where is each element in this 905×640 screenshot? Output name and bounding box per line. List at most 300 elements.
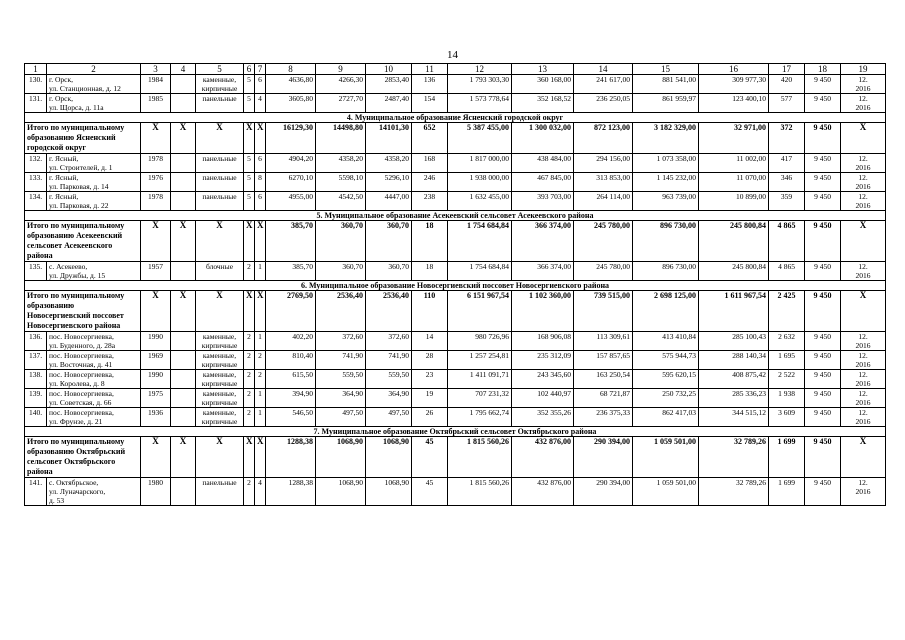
subtotal-cell: 45	[412, 437, 448, 478]
subtotal-cell: 1 300 032,00	[512, 123, 574, 154]
data-cell: 235 312,09	[512, 351, 574, 370]
subtotal-cell: 1 059 501,00	[633, 437, 699, 478]
address-cell: г. Ясный, ул. Парковая, д. 14	[47, 173, 141, 192]
data-cell: 417	[769, 154, 805, 173]
data-cell: 861 959,97	[633, 94, 699, 113]
data-cell: 250 732,25	[633, 389, 699, 408]
data-cell: 9 450	[805, 408, 841, 427]
data-cell: 346	[769, 173, 805, 192]
address-cell: г. Орск, ул. Станционная, д. 12	[47, 75, 141, 94]
subtotal-cell: 385,70	[266, 221, 316, 262]
house-row	[25, 262, 886, 281]
data-cell: 364,90	[316, 389, 366, 408]
data-cell: 497,50	[366, 408, 412, 427]
subtotal-cell: 1 754 684,84	[448, 221, 512, 262]
data-cell: 12. 2016	[841, 389, 886, 408]
data-cell: 131.	[25, 94, 47, 113]
data-cell: 12. 2016	[841, 351, 886, 370]
house-row	[25, 75, 886, 94]
data-cell: 810,40	[266, 351, 316, 370]
subtotal-cell: 9 450	[805, 437, 841, 478]
data-cell: каменные, кирпичные	[196, 389, 244, 408]
subtotal-cell: 4 865	[769, 221, 805, 262]
house-row	[25, 154, 886, 173]
data-cell: 134.	[25, 192, 47, 211]
subtotal-cell: X	[171, 437, 196, 478]
subtotal-cell: 872 123,00	[574, 123, 633, 154]
data-cell: 168 906,08	[512, 332, 574, 351]
data-cell: 4955,00	[266, 192, 316, 211]
data-cell: 1 059 501,00	[633, 478, 699, 506]
data-cell: 2	[244, 351, 255, 370]
data-cell: 5	[244, 173, 255, 192]
subtotal-cell: X	[244, 123, 255, 154]
data-cell: 243 345,60	[512, 370, 574, 389]
housing-register-table	[24, 63, 886, 506]
subtotal-row	[25, 437, 886, 478]
data-cell: 1	[255, 389, 266, 408]
address-cell: пос. Новосергиевка, ул. Фрунзе, д. 21	[47, 408, 141, 427]
data-cell: 12. 2016	[841, 408, 886, 427]
data-cell: 1288,38	[266, 478, 316, 506]
data-cell: 6	[255, 75, 266, 94]
data-cell: 3 609	[769, 408, 805, 427]
data-cell: 707 231,32	[448, 389, 512, 408]
data-cell: 26	[412, 408, 448, 427]
data-cell: 2	[244, 478, 255, 506]
data-cell: 9 450	[805, 332, 841, 351]
data-cell: каменные, кирпичные	[196, 351, 244, 370]
data-cell: 12. 2016	[841, 154, 886, 173]
data-cell: 5	[244, 192, 255, 211]
data-cell: 372,60	[316, 332, 366, 351]
data-cell	[171, 351, 196, 370]
data-cell	[171, 173, 196, 192]
data-cell: 139.	[25, 389, 47, 408]
data-cell: 11 002,00	[699, 154, 769, 173]
data-cell: 1990	[141, 370, 171, 389]
column-header-cell: 11	[412, 64, 448, 75]
data-cell: 1 411 091,71	[448, 370, 512, 389]
data-cell: 313 853,00	[574, 173, 633, 192]
data-cell: 4636,80	[266, 75, 316, 94]
data-cell: 68 721,87	[574, 389, 633, 408]
subtotal-cell: X	[255, 291, 266, 332]
data-cell: 1969	[141, 351, 171, 370]
column-number-header	[25, 64, 886, 75]
data-cell	[171, 478, 196, 506]
data-cell: 4 865	[769, 262, 805, 281]
data-cell: 12. 2016	[841, 192, 886, 211]
subtotal-label: Итого по муниципальному образованию Ясненский городской округ	[25, 123, 141, 154]
column-header-cell: 1	[25, 64, 47, 75]
subtotal-label: Итого по муниципальному образованию Асекеевский сельсовет Асекеевского района	[25, 221, 141, 262]
subtotal-cell: X	[171, 123, 196, 154]
subtotal-cell: X	[841, 221, 886, 262]
column-header-cell: 16	[699, 64, 769, 75]
column-header-cell: 2	[47, 64, 141, 75]
data-cell: 241 617,00	[574, 75, 633, 94]
subtotal-row	[25, 291, 886, 332]
data-cell: 6	[255, 192, 266, 211]
section-heading-row	[25, 211, 886, 221]
data-cell: 741,90	[366, 351, 412, 370]
data-cell: 157 857,65	[574, 351, 633, 370]
data-cell: 1 793 303,30	[448, 75, 512, 94]
subtotal-cell: 1 815 560,26	[448, 437, 512, 478]
subtotal-cell: X	[255, 123, 266, 154]
data-cell: 896 730,00	[633, 262, 699, 281]
subtotal-label: Итого по муниципальному образованию Октябрьский сельсовет Октябрьского района	[25, 437, 141, 478]
subtotal-cell: X	[196, 221, 244, 262]
subtotal-cell: 372	[769, 123, 805, 154]
address-cell: г. Орск, ул. Щорса, д. 11а	[47, 94, 141, 113]
data-cell	[171, 192, 196, 211]
data-cell: 1	[255, 332, 266, 351]
data-cell: 432 876,00	[512, 478, 574, 506]
address-cell: пос. Новосергиевка, ул. Буденного, д. 28а	[47, 332, 141, 351]
house-row	[25, 94, 886, 113]
column-header-cell: 14	[574, 64, 633, 75]
data-cell: 11 070,00	[699, 173, 769, 192]
data-cell: 23	[412, 370, 448, 389]
column-header-cell: 12	[448, 64, 512, 75]
data-cell: 408 875,42	[699, 370, 769, 389]
section-heading-row	[25, 113, 886, 123]
data-cell: 1957	[141, 262, 171, 281]
data-cell: 133.	[25, 173, 47, 192]
data-cell: 4266,30	[316, 75, 366, 94]
data-cell: 1990	[141, 332, 171, 351]
subtotal-cell: 896 730,00	[633, 221, 699, 262]
data-cell: 9 450	[805, 75, 841, 94]
column-header-cell: 15	[633, 64, 699, 75]
data-cell: 559,50	[366, 370, 412, 389]
subtotal-cell: 14498,80	[316, 123, 366, 154]
data-cell: 5598,10	[316, 173, 366, 192]
data-cell: 352 168,52	[512, 94, 574, 113]
column-header-cell: 13	[512, 64, 574, 75]
data-cell: 1980	[141, 478, 171, 506]
subtotal-cell: X	[841, 437, 886, 478]
data-cell: 137.	[25, 351, 47, 370]
data-cell: блочные	[196, 262, 244, 281]
subtotal-cell: X	[255, 221, 266, 262]
page-number: 14	[447, 49, 458, 61]
data-cell	[171, 332, 196, 351]
data-cell: 138.	[25, 370, 47, 389]
data-cell: 595 620,15	[633, 370, 699, 389]
subtotal-cell: X	[171, 291, 196, 332]
data-cell: 1985	[141, 94, 171, 113]
data-cell: 2	[255, 370, 266, 389]
data-cell: 141.	[25, 478, 47, 506]
data-cell: 2	[244, 332, 255, 351]
data-cell: 1 573 778,64	[448, 94, 512, 113]
data-cell: 9 450	[805, 192, 841, 211]
subtotal-cell: X	[841, 291, 886, 332]
data-cell: 245 780,00	[574, 262, 633, 281]
data-cell: 4904,20	[266, 154, 316, 173]
section-heading-row	[25, 281, 886, 291]
column-header-cell: 8	[266, 64, 316, 75]
data-cell: 360,70	[316, 262, 366, 281]
data-cell: 394,90	[266, 389, 316, 408]
data-cell: 2	[255, 351, 266, 370]
data-cell	[171, 389, 196, 408]
data-cell: каменные, кирпичные	[196, 75, 244, 94]
data-cell: 438 484,00	[512, 154, 574, 173]
data-cell: 163 250,54	[574, 370, 633, 389]
data-cell: 4	[255, 94, 266, 113]
data-cell: 352 355,26	[512, 408, 574, 427]
data-cell: 246	[412, 173, 448, 192]
subtotal-cell: X	[244, 291, 255, 332]
data-cell: 2	[244, 370, 255, 389]
data-cell: панельные	[196, 94, 244, 113]
house-row	[25, 332, 886, 351]
data-cell: каменные, кирпичные	[196, 408, 244, 427]
data-cell: 4358,20	[316, 154, 366, 173]
subtotal-row	[25, 221, 886, 262]
house-row	[25, 370, 886, 389]
subtotal-cell: 9 450	[805, 291, 841, 332]
data-cell: 2 632	[769, 332, 805, 351]
subtotal-cell: X	[141, 291, 171, 332]
data-cell: 2	[244, 408, 255, 427]
section-heading-row	[25, 427, 886, 437]
data-cell: 360,70	[366, 262, 412, 281]
address-cell: пос. Новосергиевка, ул. Советская, д. 66	[47, 389, 141, 408]
data-cell: 5296,10	[366, 173, 412, 192]
data-cell: 2 522	[769, 370, 805, 389]
column-header-cell: 3	[141, 64, 171, 75]
address-cell: г. Ясный, ул. Парковая, д. 22	[47, 192, 141, 211]
subtotal-cell: 2536,40	[366, 291, 412, 332]
subtotal-cell: 290 394,00	[574, 437, 633, 478]
data-cell: 963 739,00	[633, 192, 699, 211]
data-cell: 4447,00	[366, 192, 412, 211]
data-cell: 385,70	[266, 262, 316, 281]
data-cell: 2	[244, 389, 255, 408]
data-cell: 1 699	[769, 478, 805, 506]
data-cell: 285 100,43	[699, 332, 769, 351]
data-cell: 1978	[141, 154, 171, 173]
data-cell: 4358,20	[366, 154, 412, 173]
data-cell: 12. 2016	[841, 173, 886, 192]
subtotal-cell: 9 450	[805, 221, 841, 262]
column-header-cell: 17	[769, 64, 805, 75]
data-cell: 12. 2016	[841, 332, 886, 351]
data-cell: 467 845,00	[512, 173, 574, 192]
data-cell: 236 250,05	[574, 94, 633, 113]
data-cell: 420	[769, 75, 805, 94]
subtotal-cell: 16129,30	[266, 123, 316, 154]
data-cell: 32 789,26	[699, 478, 769, 506]
subtotal-row	[25, 123, 886, 154]
data-cell: 413 410,84	[633, 332, 699, 351]
house-row	[25, 408, 886, 427]
data-cell: 9 450	[805, 262, 841, 281]
data-cell: 18	[412, 262, 448, 281]
data-cell: 290 394,00	[574, 478, 633, 506]
data-cell: 1976	[141, 173, 171, 192]
column-header-cell: 7	[255, 64, 266, 75]
data-cell: панельные	[196, 478, 244, 506]
data-cell: 344 515,12	[699, 408, 769, 427]
data-cell: 28	[412, 351, 448, 370]
house-row	[25, 192, 886, 211]
data-cell: 862 417,03	[633, 408, 699, 427]
data-cell: 2	[244, 262, 255, 281]
data-cell: 9 450	[805, 370, 841, 389]
data-cell: 366 374,00	[512, 262, 574, 281]
data-cell: 1 257 254,81	[448, 351, 512, 370]
column-header-cell: 9	[316, 64, 366, 75]
subtotal-cell: X	[196, 291, 244, 332]
house-row	[25, 173, 886, 192]
subtotal-cell: 18	[412, 221, 448, 262]
subtotal-cell: 245 800,84	[699, 221, 769, 262]
data-cell: 294 156,00	[574, 154, 633, 173]
section-heading: 5. Муниципальное образование Асекеевский сельсовет Асекеевского района	[25, 211, 886, 221]
data-cell: 5	[244, 94, 255, 113]
column-header-cell: 6	[244, 64, 255, 75]
data-cell: 6	[255, 154, 266, 173]
data-cell: 309 977,30	[699, 75, 769, 94]
data-cell: 168	[412, 154, 448, 173]
section-heading: 4. Муниципальное образование Ясненский городской округ	[25, 113, 886, 123]
data-cell: 2487,40	[366, 94, 412, 113]
data-cell: 2853,40	[366, 75, 412, 94]
subtotal-cell: 6 151 967,54	[448, 291, 512, 332]
subtotal-cell: X	[244, 221, 255, 262]
subtotal-cell: 366 374,00	[512, 221, 574, 262]
subtotal-cell: X	[141, 221, 171, 262]
section-heading: 7. Муниципальное образование Октябрьский сельсовет Октябрьского района	[25, 427, 886, 437]
data-cell: 14	[412, 332, 448, 351]
data-cell: 9 450	[805, 173, 841, 192]
data-cell	[171, 262, 196, 281]
data-cell	[171, 370, 196, 389]
data-cell: 136	[412, 75, 448, 94]
data-cell: 5	[244, 154, 255, 173]
data-cell: каменные, кирпичные	[196, 332, 244, 351]
data-cell: 9 450	[805, 351, 841, 370]
subtotal-cell: 360,70	[316, 221, 366, 262]
data-cell: 2727,70	[316, 94, 366, 113]
subtotal-cell: 14101,30	[366, 123, 412, 154]
subtotal-cell: X	[244, 437, 255, 478]
subtotal-cell: 652	[412, 123, 448, 154]
data-cell: 19	[412, 389, 448, 408]
subtotal-cell: 1 102 360,00	[512, 291, 574, 332]
data-cell: 1975	[141, 389, 171, 408]
data-cell	[171, 408, 196, 427]
data-cell: 1068,90	[316, 478, 366, 506]
data-cell: 136.	[25, 332, 47, 351]
data-cell: 1 795 662,74	[448, 408, 512, 427]
data-cell: 359	[769, 192, 805, 211]
data-cell: 1 145 232,00	[633, 173, 699, 192]
subtotal-cell: 9 450	[805, 123, 841, 154]
subtotal-cell: 360,70	[366, 221, 412, 262]
subtotal-cell: 3 182 329,00	[633, 123, 699, 154]
data-cell: 1984	[141, 75, 171, 94]
subtotal-cell: X	[255, 437, 266, 478]
subtotal-cell: 1068,90	[366, 437, 412, 478]
house-row	[25, 351, 886, 370]
address-cell: пос. Новосергиевка, ул. Восточная, д. 41	[47, 351, 141, 370]
data-cell: 45	[412, 478, 448, 506]
data-cell: панельные	[196, 154, 244, 173]
subtotal-cell: 1 699	[769, 437, 805, 478]
column-header-cell: 18	[805, 64, 841, 75]
subtotal-cell: 1068,90	[316, 437, 366, 478]
data-cell: 577	[769, 94, 805, 113]
subtotal-cell: 110	[412, 291, 448, 332]
data-cell: 9 450	[805, 154, 841, 173]
data-cell: 12. 2016	[841, 370, 886, 389]
subtotal-cell: 32 789,26	[699, 437, 769, 478]
house-row	[25, 389, 886, 408]
data-cell: 285 336,23	[699, 389, 769, 408]
data-cell: 130.	[25, 75, 47, 94]
data-cell: 245 800,84	[699, 262, 769, 281]
column-header-cell: 19	[841, 64, 886, 75]
data-cell: 1 695	[769, 351, 805, 370]
column-header-cell: 5	[196, 64, 244, 75]
subtotal-cell: 2536,40	[316, 291, 366, 332]
data-cell: 12. 2016	[841, 262, 886, 281]
data-cell: 140.	[25, 408, 47, 427]
data-cell: 8	[255, 173, 266, 192]
subtotal-label: Итого по муниципальному образованию Новосергиевский поссовет Новосергиевского района	[25, 291, 141, 332]
data-cell: панельные	[196, 192, 244, 211]
data-cell: 1	[255, 408, 266, 427]
data-cell: 102 440,97	[512, 389, 574, 408]
subtotal-cell: X	[196, 437, 244, 478]
data-cell: 393 703,00	[512, 192, 574, 211]
subtotal-cell: X	[171, 221, 196, 262]
subtotal-cell: 2 425	[769, 291, 805, 332]
data-cell: панельные	[196, 173, 244, 192]
data-cell: 1 632 455,00	[448, 192, 512, 211]
data-cell: 3605,80	[266, 94, 316, 113]
subtotal-cell: 1288,38	[266, 437, 316, 478]
column-header-cell: 4	[171, 64, 196, 75]
column-header-cell: 10	[366, 64, 412, 75]
data-cell: 881 541,00	[633, 75, 699, 94]
data-cell: 741,90	[316, 351, 366, 370]
data-cell: каменные, кирпичные	[196, 370, 244, 389]
data-cell: 546,50	[266, 408, 316, 427]
subtotal-cell: X	[841, 123, 886, 154]
data-cell: 9 450	[805, 389, 841, 408]
data-cell: 154	[412, 94, 448, 113]
data-cell: 1 817 000,00	[448, 154, 512, 173]
data-cell: 9 450	[805, 478, 841, 506]
data-cell: 4	[255, 478, 266, 506]
data-cell: 372,60	[366, 332, 412, 351]
data-cell	[171, 94, 196, 113]
data-cell: 575 944,73	[633, 351, 699, 370]
data-cell: 123 400,10	[699, 94, 769, 113]
address-cell: г. Ясный, ул. Строителей, д. 1	[47, 154, 141, 173]
data-cell: 980 726,96	[448, 332, 512, 351]
subtotal-cell: 5 387 455,00	[448, 123, 512, 154]
data-cell: 1 073 358,00	[633, 154, 699, 173]
